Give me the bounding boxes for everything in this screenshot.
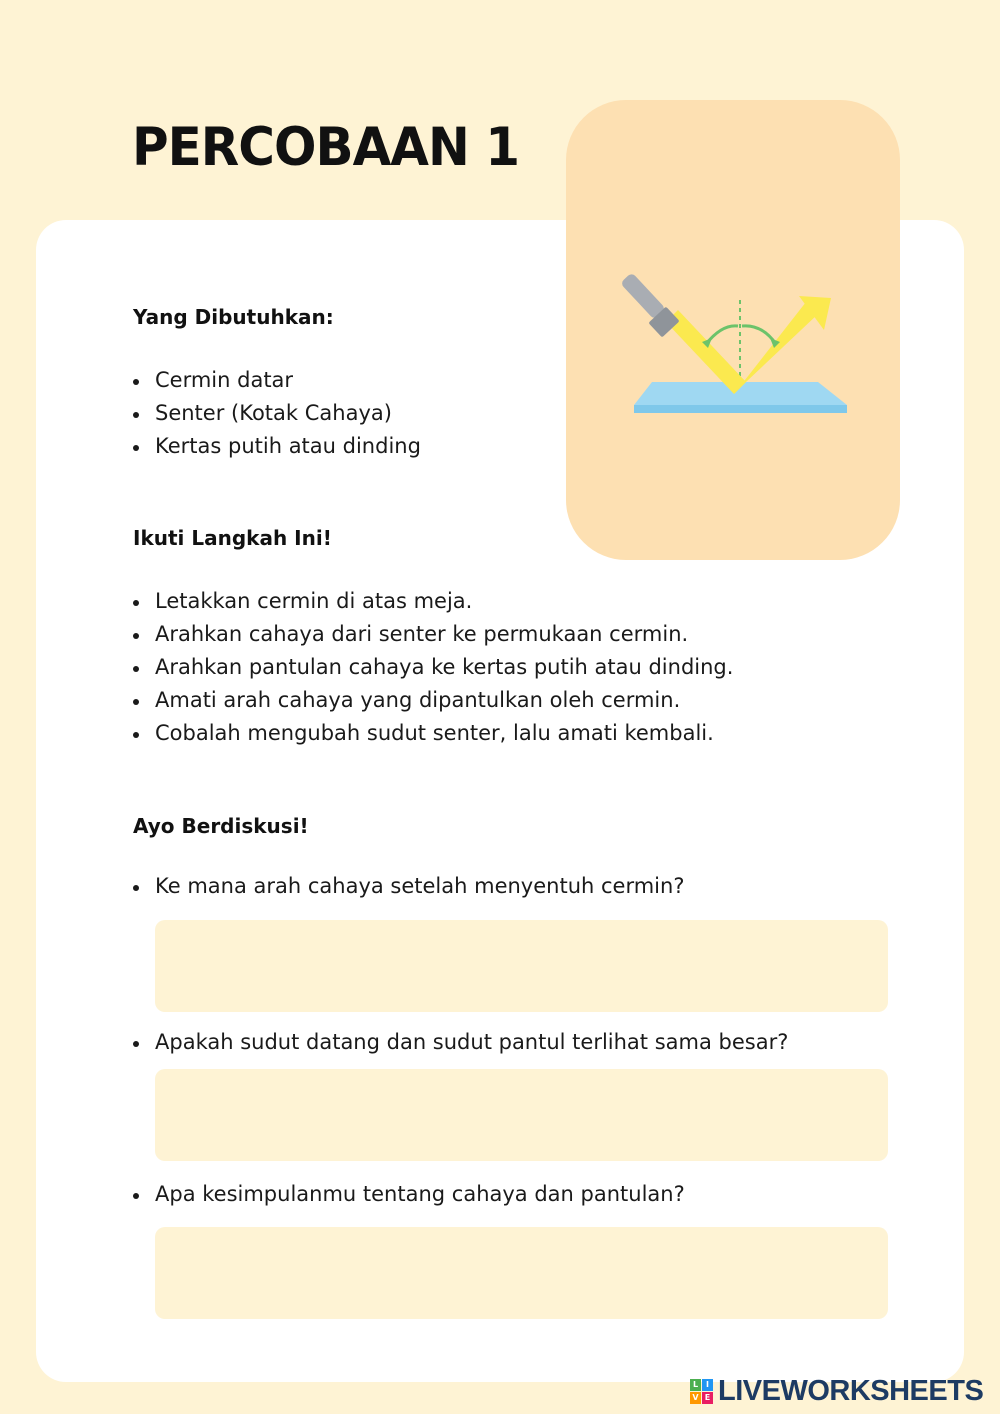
list-item: Amati arah cahaya yang dipantulkan oleh cermin. <box>133 684 733 717</box>
brand-logo-icon: L I V E <box>690 1379 713 1404</box>
answer-field-2[interactable] <box>155 1069 888 1161</box>
angle-arc-reflected <box>742 326 776 344</box>
answer-field-3[interactable] <box>155 1227 888 1319</box>
list-item: Arahkan cahaya dari senter ke permukaan cermin. <box>133 618 733 651</box>
question-2: Apakah sudut datang dan sudut pantul terlihat sama besar? <box>133 1030 788 1054</box>
liveworksheets-brand[interactable] <box>690 1374 983 1408</box>
question-3: Apa kesimpulanmu tentang cahaya dan pantulan? <box>133 1182 685 1206</box>
flashlight-icon <box>620 272 679 337</box>
steps-list <box>133 585 733 750</box>
list-item: Senter (Kotak Cahaya) <box>133 397 421 430</box>
reflection-illustration <box>566 100 900 560</box>
answer-field-1[interactable] <box>155 920 888 1012</box>
brand-text: LIVEWORKSHEETS <box>718 1374 984 1407</box>
mirror-edge <box>634 405 847 413</box>
page-title: PERCOBAAN 1 <box>132 116 520 178</box>
needs-list <box>133 364 421 463</box>
list-item: Kertas putih atau dinding <box>133 430 421 463</box>
reflection-diagram <box>566 100 900 560</box>
reflected-ray <box>734 302 818 394</box>
list-item: Arahkan pantulan cahaya ke kertas putih atau dinding. <box>133 651 733 684</box>
discussion-heading: Ayo Berdiskusi! <box>133 814 309 838</box>
list-item: Letakkan cermin di atas meja. <box>133 585 733 618</box>
question-1: Ke mana arah cahaya setelah menyentuh cermin? <box>133 874 684 898</box>
angle-arc-incident <box>706 326 738 344</box>
list-item: Cobalah mengubah sudut senter, lalu amati kembali. <box>133 717 733 750</box>
needs-heading: Yang Dibutuhkan: <box>133 305 334 329</box>
list-item: Cermin datar <box>133 364 421 397</box>
steps-heading: Ikuti Langkah Ini! <box>133 526 332 550</box>
